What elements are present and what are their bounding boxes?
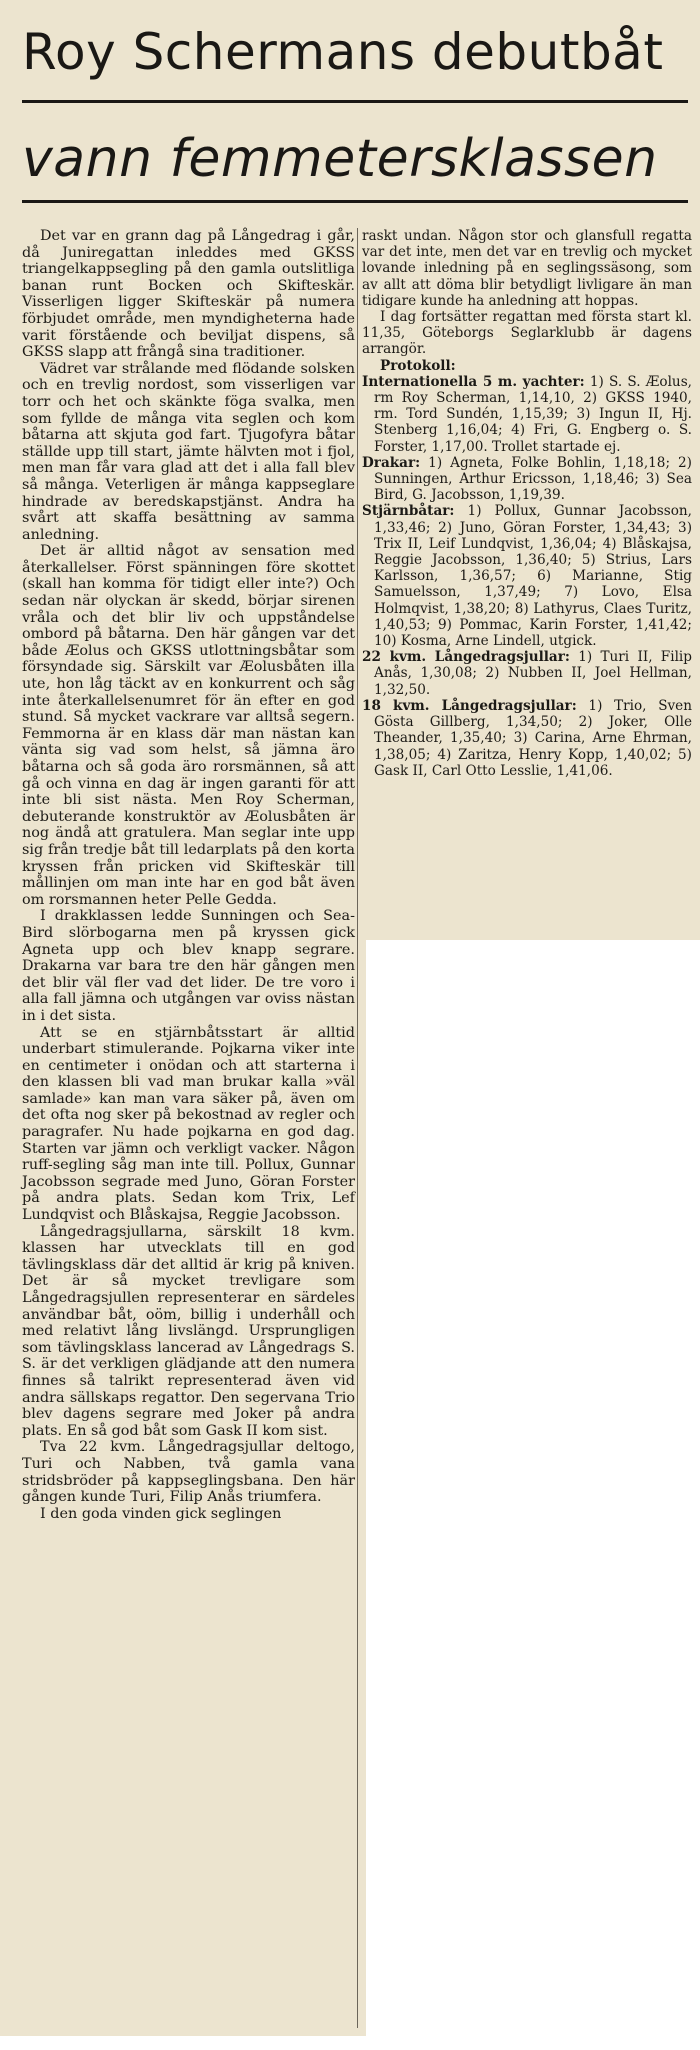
results-entry — [362, 649, 692, 698]
class-name: Stjärnbåtar: — [362, 503, 455, 520]
results-entry — [362, 455, 692, 504]
paragraph: Tva 22 kvm. Långedragsjullar deltogo, Turi och Nabben, två gamla vana stridsbröder på kappseglingsbana. Den här gången kunde Turi, Filip Anås triumfera. — [22, 1439, 355, 1506]
results-text: 1) Trio, Sven Gösta Gillberg, 1,34,50; 2) Joker, Olle Theander, 1,35,40; 3) Carina, Arne Ehrman, 1,38,05; 4) Zaritza, Henry Kopp, 1,40,02; 5) Gask II, Carl Otto Lesslie, 1,41,06. — [374, 697, 692, 779]
paragraph: Det är alltid något av sensation med återkallelser. Först spänningen före skottet (skall han komma för tidigt eller inte?) Och sedan när olyckan är skedd, börjar sirenen vråla och det blir liv och uppståndelse ombord på båtarna. Den här gången var det både Æolus och GKSS utlottningsbåtar som försyndade sig. Särskilt var Æolusbåten illa ute, hon låg täckt av en konkurrent och såg inte återkallelsenumret för än efter en god stund. Så mycket vackrare var alltså segern. Femmorna är en klass där man nästan kan vänta sig vad som helst, så jämna äro båtarna och så goda äro rorsmännen, så att gå och vinna en dag är ingen garanti för att inte bli sist nästa. Men Roy Scherman, debuterande konstruktör av Æolusbåten är nog ändå att gratulera. Man seglar inte upp sig från tredje båt till ledarplats på den korta kryssen från pricken vid Skifteskär till mållinjen om man inte har en god båt även om rorsmannen heter Pelle Gedda. — [22, 543, 355, 908]
paragraph: Vädret var strålande med flödande solsken och en trevlig nordost, som visserligen var torr och het och skänkte föga svalka, men som fyllde de många vita seglen och kom båtarna att skjuta god fart. Tjugofyra båtar ställde upp till start, jämte hälvten mot i fjol, men man får vara glad att det i alla fall blev så många. Veterligen är många kappseglare hindrade av beredskapstjänst. Andra ha svårt att skaffa besättning av samma anledning. — [22, 360, 355, 543]
results-text: 1) S. S. Æolus, rm Roy Scherman, 1,14,10, 2) GKSS 1940, rm. Tord Sundén, 1,15,39; 3) Ingun II, Hj. Stenberg 1,16,04; 4) Fri, G. Engberg o. S. Forster, 1,17,00. Trollet startade ej. — [374, 373, 692, 455]
paragraph: I dag fortsätter regattan med första start kl. 11,35, Göteborgs Seglarklubb är dagens arrangör. — [362, 309, 692, 358]
results-protocol — [362, 374, 692, 779]
protocol-title: Protokoll: — [380, 357, 456, 374]
class-name: 22 kvm. Långedragsjullar: — [362, 649, 570, 666]
results-entry — [362, 503, 692, 649]
class-name: Drakar: — [362, 454, 421, 471]
paragraph: Att se en stjärnbåtsstart är alltid underbart stimulerande. Pojkarna viker inte en centimeter i onödan och att starterna i den klassen bli vad man brukar kalla »väl samlade» kan man vara säker på, även om det ofta nog sker på bekostnad av regler och paragrafer. Nu hade pojkarna en god dag. Starten var jämn och verkligt vacker. Någon ruff-segling såg man inte till. Pollux, Gunnar Jacobsson segrade med Juno, Göran Forster på andra plats. Sedan kom Trix, Lef Lundqvist och Blåskajsa, Reggie Jacobsson. — [22, 1024, 355, 1224]
paragraph: Långedragsjullarna, särskilt 18 kvm. klassen har utvecklats till en god tävlingsklass där det alltid är krig på kniven. Det är så mycket trevligare som Långedragsjullen representerar en särdeles användbar båt, oöm, billig i underhåll och med relativt lång livslängd. Ursprungligen som tävlingsklass lancerad av Långedrags S. S. är det verkligen glädjande att den numera finnes så talrikt representerad även vid andra sällskaps regattor. Den segervana Trio blev dagens segrare med Joker på andra plats. En så god båt som Gask II kom sist. — [22, 1223, 355, 1439]
results-text: 1) Pollux, Gunnar Jacobsson, 1,33,46; 2) Juno, Göran Forster, 1,34,43; 3) Trix II, Leif Lundqvist, 1,36,04; 4) Blåskajsa, Reggie Jacobsson, 1,36,40; 5) Strius, Lars Karlsson, 1,36,57; 6) Marianne, Stig Samuelsson, 1,37,49; 7) Lovo, Elsa Holmqvist, 1,38,20; 8) Lathyrus, Claes Turitz, 1,40,53; 9) Pommac, Karin Forster, 1,41,42; 10) Kosma, Arne Lindell, utgick. — [374, 503, 692, 650]
paragraph: I drakklassen ledde Sunningen och Sea-Bird slörbogarna men på kryssen gick Agneta upp och blev knapp segrare. Drakarna var bara tre den här gången men det blir väl fler vad det lider. De tre voro i alla fall jämna och utgången var oviss nästan in i det sista. — [22, 908, 355, 1024]
column-divider — [357, 228, 358, 2028]
paragraph: Det var en grann dag på Långedrag i går, då Juniregattan inleddes med GKSS triangelkappsegling på den gamla outslitliga banan runt Bocken och Skifteskär. Visserligen ligger Skifteskär på numera förbjudet område, men myndigheterna hade varit förstående och beviljat dispens, så GKSS slapp att frångå sina traditioner. — [22, 228, 355, 361]
paragraph: I den goda vinden gick seglingen — [40, 1505, 282, 1522]
results-text: 1) Turi II, Filip Anås, 1,30,08; 2) Nubben II, Joel Hellman, 1,32,50. — [374, 649, 692, 698]
headline-line-2: vann femmetersklassen — [22, 129, 658, 189]
class-name: Internationella 5 m. yachter: — [362, 373, 585, 390]
headline-rule-bottom — [22, 200, 688, 203]
results-entry — [362, 374, 692, 455]
results-entry — [362, 698, 692, 779]
article-left-column — [22, 228, 355, 1522]
headline-line-1: Roy Schermans debutbåt — [22, 23, 664, 81]
article-right-column — [362, 228, 692, 779]
class-name: 18 kvm. Långedragsjullar: — [362, 697, 577, 714]
results-text: 1) Agneta, Folke Bohlin, 1,18,18; 2) Sunningen, Arthur Ericsson, 1,18,46; 3) Sea Bird, G. Jacobsson, 1,19,39. — [374, 454, 692, 504]
headline-rule-top — [22, 100, 688, 103]
paragraph: raskt undan. Någon stor och glansfull regatta var det inte, men det var en trevlig och mycket lovande inledning på en seglingssäsong, som av allt att döma blir betydligt livligare än man tidigare kunde ha anledning att hoppas. — [362, 228, 692, 309]
